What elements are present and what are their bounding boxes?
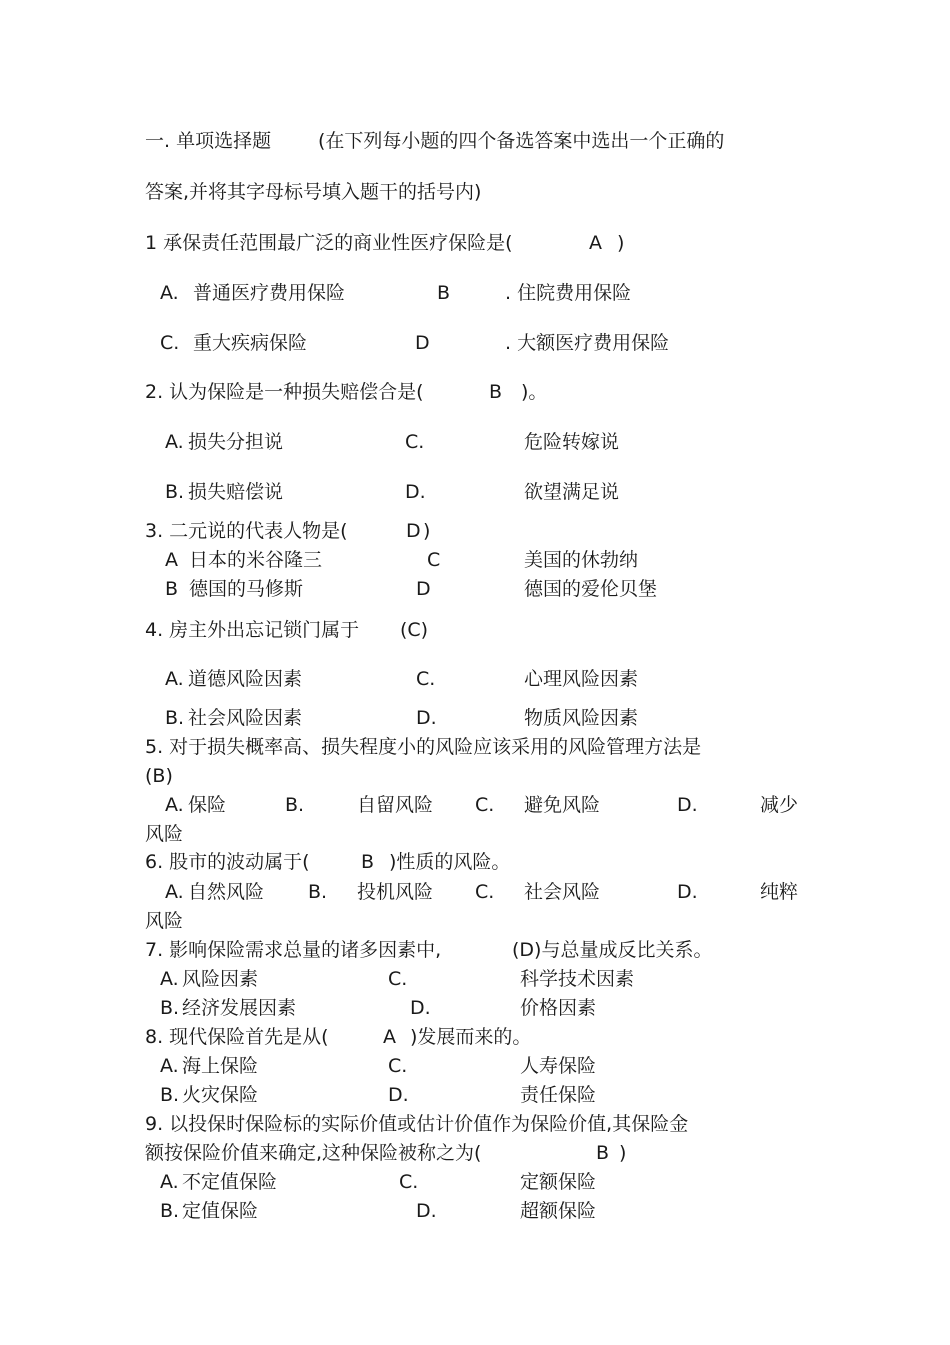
question-9-answer: B bbox=[596, 1142, 610, 1164]
q8-option-a-text: 海上保险 bbox=[182, 1055, 259, 1077]
q9-option-b-letter: B. bbox=[160, 1200, 180, 1222]
question-9-stem-cont: 额按保险价值来确定,这种保险被称之为( bbox=[145, 1142, 482, 1164]
q3-option-d-letter: D bbox=[416, 578, 431, 600]
q8-option-c-text: 人寿保险 bbox=[520, 1055, 597, 1077]
q3-option-c-letter: C bbox=[427, 549, 441, 571]
q8-option-b-text: 火灾保险 bbox=[182, 1084, 259, 1106]
q5-option-d-wrap: 风险 bbox=[145, 823, 184, 845]
q5-option-d-letter: D. bbox=[677, 794, 698, 816]
question-3-stem: 3. 二元说的代表人物是( bbox=[145, 520, 348, 542]
q5-option-b-text: 自留风险 bbox=[357, 794, 434, 816]
q2-option-c-letter: C. bbox=[405, 431, 425, 453]
question-1-stem: 1 承保责任范围最广泛的商业性医疗保险是( bbox=[145, 232, 513, 254]
q9-option-a-letter: A. bbox=[160, 1171, 179, 1193]
question-3-answer: D bbox=[406, 520, 421, 542]
q3-option-a-text: 日本的米谷隆三 bbox=[189, 549, 323, 571]
q9-option-d-text: 超额保险 bbox=[520, 1200, 597, 1222]
question-3-close: ) bbox=[423, 520, 431, 542]
q8-option-d-text: 责任保险 bbox=[520, 1084, 597, 1106]
q4-option-a-text: 道德风险因素 bbox=[188, 668, 303, 690]
question-2-stem: 2. 认为保险是一种损失赔偿合是( bbox=[145, 381, 424, 403]
q1-option-d-text: . 大额医疗费用保险 bbox=[505, 332, 670, 354]
question-8-stem: 8. 现代保险首先是从( bbox=[145, 1026, 329, 1048]
q5-option-b-letter: B. bbox=[285, 794, 305, 816]
q8-option-c-letter: C. bbox=[388, 1055, 408, 1077]
q6-option-b-text: 投机风险 bbox=[357, 881, 434, 903]
q2-option-b-letter: B. bbox=[165, 481, 185, 503]
q3-option-a-letter: A bbox=[165, 549, 178, 571]
question-7-stem: 7. 影响保险需求总量的诸多因素中, bbox=[145, 939, 442, 961]
q6-option-a-letter: A. bbox=[165, 881, 184, 903]
question-5-answer: (B) bbox=[145, 765, 173, 787]
q8-option-b-letter: B. bbox=[160, 1084, 180, 1106]
question-9-stem: 9. 以投保时保险标的实际价值或估计价值作为保险价值,其保险金 bbox=[145, 1113, 689, 1135]
q3-option-b-text: 德国的马修斯 bbox=[189, 578, 304, 600]
section-heading: 一. 单项选择题 bbox=[145, 130, 272, 152]
q6-option-a-text: 自然风险 bbox=[188, 881, 265, 903]
q8-option-d-letter: D. bbox=[388, 1084, 409, 1106]
q1-option-b-text: . 住院费用保险 bbox=[505, 282, 632, 304]
question-6-answer: B bbox=[361, 851, 375, 873]
q1-option-b-letter: B bbox=[437, 282, 451, 304]
q9-option-c-text: 定额保险 bbox=[520, 1171, 597, 1193]
q1-option-a-letter: A. bbox=[160, 282, 179, 304]
q5-option-d-text: 减少 bbox=[760, 794, 799, 816]
q8-option-a-letter: A. bbox=[160, 1055, 179, 1077]
section-instruction-line-1: (在下列每小题的四个备选答案中选出一个正确的 bbox=[318, 130, 725, 152]
q5-option-c-letter: C. bbox=[475, 794, 495, 816]
q6-option-c-letter: C. bbox=[475, 881, 495, 903]
question-4-answer: (C) bbox=[400, 619, 429, 641]
question-1-answer: A bbox=[589, 232, 602, 254]
q9-option-d-letter: D. bbox=[416, 1200, 437, 1222]
q2-option-b-text: 损失赔偿说 bbox=[188, 481, 284, 503]
q4-option-b-letter: B. bbox=[165, 707, 185, 729]
q3-option-b-letter: B bbox=[165, 578, 179, 600]
q7-option-b-letter: B. bbox=[160, 997, 180, 1019]
q5-option-a-letter: A. bbox=[165, 794, 184, 816]
question-6-close: )性质的风险。 bbox=[389, 851, 511, 873]
q4-option-a-letter: A. bbox=[165, 668, 184, 690]
q9-option-b-text: 定值保险 bbox=[182, 1200, 259, 1222]
q1-option-a-text: 普通医疗费用保险 bbox=[193, 282, 346, 304]
q2-option-a-text: 损失分担说 bbox=[188, 431, 284, 453]
q6-option-d-wrap: 风险 bbox=[145, 910, 184, 932]
q7-option-c-letter: C. bbox=[388, 968, 408, 990]
q9-option-a-text: 不定值保险 bbox=[182, 1171, 278, 1193]
q7-option-a-text: 风险因素 bbox=[182, 968, 259, 990]
q2-option-a-letter: A. bbox=[165, 431, 184, 453]
q7-option-a-letter: A. bbox=[160, 968, 179, 990]
q5-option-a-text: 保险 bbox=[188, 794, 227, 816]
question-4-stem: 4. 房主外出忘记锁门属于 bbox=[145, 619, 360, 641]
question-7-answer: (D)与总量成反比关系。 bbox=[512, 939, 713, 961]
q5-option-c-text: 避免风险 bbox=[524, 794, 601, 816]
q7-option-b-text: 经济发展因素 bbox=[182, 997, 297, 1019]
q4-option-d-text: 物质风险因素 bbox=[524, 707, 639, 729]
q9-option-c-letter: C. bbox=[399, 1171, 419, 1193]
question-2-close: )。 bbox=[521, 381, 548, 403]
section-instruction-line-2: 答案,并将其字母标号填入题干的括号内) bbox=[145, 181, 482, 203]
question-2-answer: B bbox=[489, 381, 503, 403]
q1-option-c-text: 重大疾病保险 bbox=[193, 332, 308, 354]
question-9-close: ) bbox=[619, 1142, 627, 1164]
q1-option-d-letter: D bbox=[415, 332, 430, 354]
q4-option-b-text: 社会风险因素 bbox=[188, 707, 303, 729]
q6-option-d-text: 纯粹 bbox=[760, 881, 799, 903]
q2-option-d-text: 欲望满足说 bbox=[524, 481, 620, 503]
q2-option-c-text: 危险转嫁说 bbox=[524, 431, 620, 453]
q1-option-c-letter: C. bbox=[160, 332, 180, 354]
q3-option-c-text: 美国的休勃纳 bbox=[524, 549, 639, 571]
q6-option-d-letter: D. bbox=[677, 881, 698, 903]
question-1-close: ) bbox=[617, 232, 625, 254]
q6-option-b-letter: B. bbox=[308, 881, 328, 903]
q2-option-d-letter: D. bbox=[405, 481, 426, 503]
question-8-close: )发展而来的。 bbox=[410, 1026, 532, 1048]
q4-option-d-letter: D. bbox=[416, 707, 437, 729]
question-5-stem: 5. 对于损失概率高、损失程度小的风险应该采用的风险管理方法是 bbox=[145, 736, 702, 758]
q6-option-c-text: 社会风险 bbox=[524, 881, 601, 903]
q7-option-d-letter: D. bbox=[410, 997, 431, 1019]
q7-option-c-text: 科学技术因素 bbox=[520, 968, 635, 990]
question-6-stem: 6. 股市的波动属于( bbox=[145, 851, 310, 873]
q7-option-d-text: 价格因素 bbox=[520, 997, 597, 1019]
q4-option-c-letter: C. bbox=[416, 668, 436, 690]
q4-option-c-text: 心理风险因素 bbox=[524, 668, 639, 690]
q3-option-d-text: 德国的爱伦贝堡 bbox=[524, 578, 658, 600]
question-8-answer: A bbox=[383, 1026, 396, 1048]
